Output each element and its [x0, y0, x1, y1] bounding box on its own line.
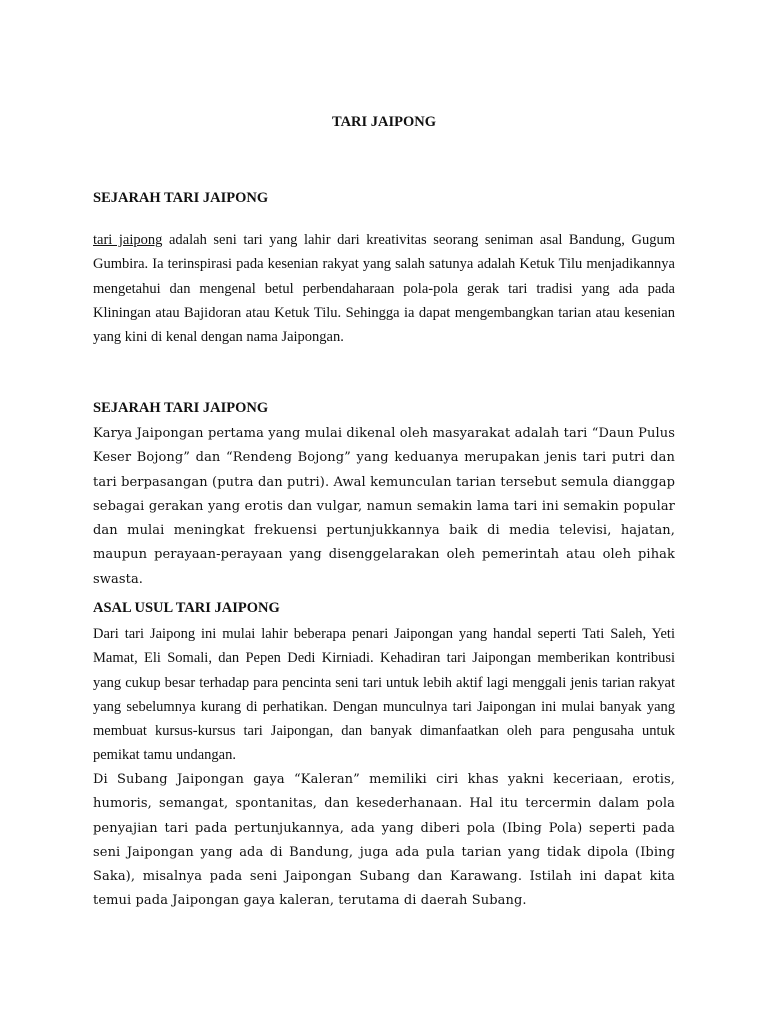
- section-heading-sejarah-1: SEJARAH TARI JAIPONG: [93, 190, 269, 206]
- tari-jaipong-link[interactable]: tari jaipong: [93, 232, 163, 248]
- section-heading-sejarah-2: SEJARAH TARI JAIPONG: [93, 400, 269, 416]
- paragraph-text: adalah seni tari yang lahir dari kreativitas seorang seniman asal Bandung, Gugum Gumbira. Ia terinspirasi pada kesenian rakyat yang salah satunya adalah Ketuk Tilu menjadikannya mengetahui dan mengenal betul perbendaharaan pola-pola gerak tari tradisi yang ada pada Kliningan atau Bajidoran atau Ketuk Tilu. Sehingga ia dapat mengembangkan tarian atau kesenian yang kini di kenal dengan nama Jaipongan.: [93, 232, 675, 346]
- section-paragraph-sejarah-1: [93, 228, 675, 349]
- section-paragraph-sejarah-2: Karya Jaipongan pertama yang mulai dikenal oleh masyarakat adalah tari “Daun Pulus Keser Bojong” dan “Rendeng Bojong” yang keduanya merupakan jenis tari putri dan tari berpasangan (putra dan putri). Awal kemunculan tarian tersebut semula dianggap sebagai gerakan yang erotis dan vulgar, namun semakin lama tari ini semakin popular dan mulai meningkat frekuensi pertunjukkannya baik di media televisi, hajatan, maupun perayaan-perayaan yang disenggelarakan oleh pemerintah atau oleh pihak swasta.: [93, 426, 675, 587]
- section-heading-asal-usul: ASAL USUL TARI JAIPONG: [93, 600, 280, 616]
- section-paragraph-asal-usul-1: Dari tari Jaipong ini mulai lahir beberapa penari Jaipongan yang handal seperti Tati Saleh, Yeti Mamat, Eli Somali, dan Pepen Dedi Kirniadi. Kehadiran tari Jaipongan memberikan kontribusi yang cukup besar terhadap para pencinta seni tari untuk lebih aktif lagi menggali jenis tarian rakyat yang sebelumnya kurang di perhatikan. Dengan munculnya tari Jaipongan ini mulai banyak yang membuat kursus-kursus tari Jaipongan, dan banyak dimanfaatkan oleh para pengusaha untuk pemikat tamu undangan.: [93, 626, 675, 764]
- document-title: TARI JAIPONG: [331, 114, 437, 130]
- section-paragraph-asal-usul-2: Di Subang Jaipongan gaya “Kaleran” memiliki ciri khas yakni keceriaan, erotis, humoris, semangat, spontanitas, dan kesederhanaan. Hal itu tercermin dalam pola penyajian tari pada pertunjukannya, ada yang diberi pola (Ibing Pola) seperti pada seni Jaipongan yang ada di Bandung, juga ada pula tarian yang tidak dipola (Ibing Saka), misalnya pada seni Jaipongan Subang dan Karawang. Istilah ini dapat kita temui pada Jaipongan gaya kaleran, terutama di daerah Subang.: [93, 772, 675, 909]
